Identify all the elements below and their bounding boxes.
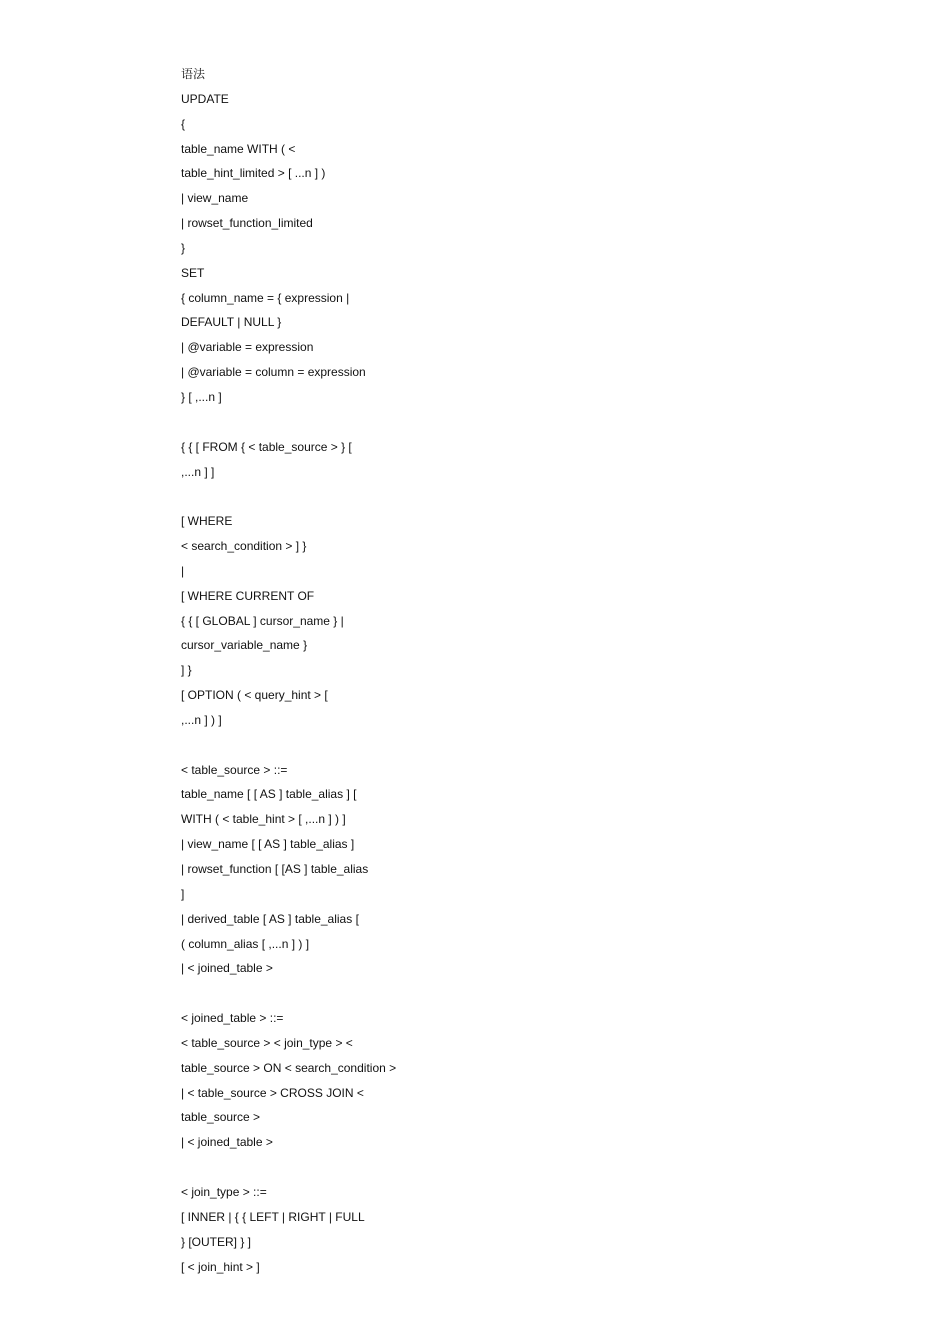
text-line: ] } [181,663,192,678]
text-line: | < joined_table > [181,1135,273,1150]
blank-line [181,733,741,758]
text-line: ] [181,886,185,901]
text-line: < table_source > ::= [181,762,288,777]
text-line: | @variable = expression [181,340,314,355]
text-line: SET [181,265,205,280]
text-line: table_hint_limited > [ ...n ] ) [181,166,326,181]
blank-line [181,1155,741,1180]
text-line: UPDATE [181,91,229,106]
text-line: } [OUTER] } ] [181,1234,252,1249]
text-line: table_name WITH ( < [181,141,296,156]
text-line: | rowset_function [ [AS ] table_alias [181,862,369,876]
text-line: < join_type > ::= [181,1184,267,1199]
text-line: | [181,563,185,578]
blank-line [181,981,741,1006]
text-line: { column_name = { expression | [181,290,350,305]
text-line: | < joined_table > [181,961,273,976]
text-line: | rowset_function_limited [181,216,313,231]
text-line: [ OPTION ( < query_hint > [ [181,688,328,703]
blank-line [181,410,741,435]
text-line: | derived_table [ AS ] table_alias [ [181,911,359,926]
text-line: ( column_alias [ ,...n ] ) ] [181,936,310,951]
text-line: { [181,116,186,131]
text-line: cursor_variable_name } [181,638,308,653]
text-line: 语法 [181,67,206,81]
text-line: | < table_source > CROSS JOIN < [181,1085,364,1100]
text-line: | @variable = column = expression [181,365,366,380]
text-line: ,...n ] ] [181,464,215,479]
text-line: [ INNER | { { LEFT | RIGHT | FULL [181,1209,365,1224]
text-line: { { [ FROM { < table_source > } [ [181,439,352,454]
text-line: } [ ,...n ] [181,389,222,404]
text-line: table_source > [181,1110,261,1125]
text-line: < search_condition > ] } [181,539,307,554]
text-line: [ WHERE CURRENT OF [181,588,315,603]
text-line: < table_source > < join_type > < [181,1035,353,1050]
text-line: DEFAULT | NULL } [181,315,282,330]
text-line: [ WHERE [181,514,233,529]
text-line: table_name [ [ AS ] table_alias ] [ [181,787,357,802]
text-line: table_source > ON < search_condition > [181,1060,397,1075]
text-line: { { [ GLOBAL ] cursor_name } | [181,613,344,628]
text-line: | view_name [ [ AS ] table_alias ] [181,837,355,852]
text-line: < joined_table > ::= [181,1011,284,1026]
text-line: } [181,240,186,255]
syntax-text-block [181,62,741,1279]
text-line: | view_name [181,191,249,206]
text-line: [ < join_hint > ] [181,1259,260,1274]
text-line: WITH ( < table_hint > [ ,...n ] ) ] [181,812,346,827]
text-line: ,...n ] ) ] [181,712,222,727]
blank-line [181,484,741,509]
